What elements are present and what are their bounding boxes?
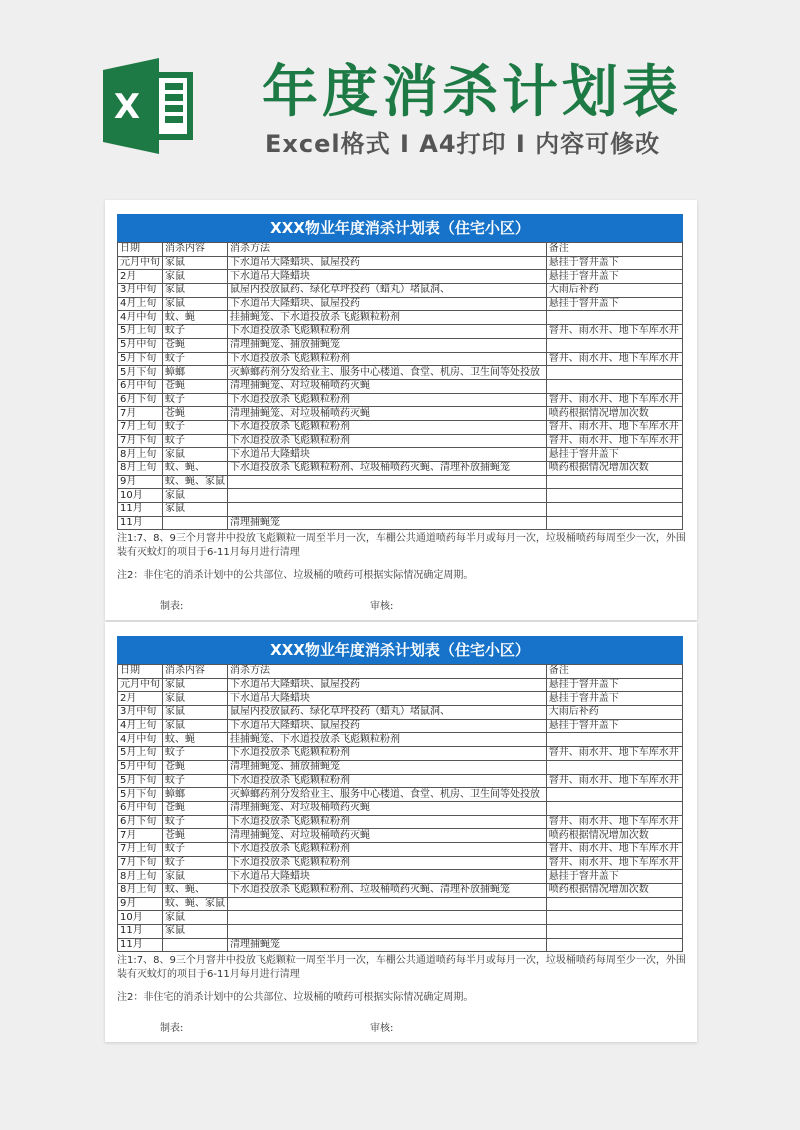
table-cell [546, 801, 682, 815]
note-2: 注2：非住宅的消杀计划中的公共部位、垃圾桶的喷药可根据实际情况确定周期。 [117, 570, 474, 581]
table-cell: 大雨后补药 [546, 706, 682, 720]
table-cell: 下水道投放杀飞彪颗粒粉剂、垃圾桶喷药灭蝇、清理补放捕蝇笼 [228, 462, 547, 476]
table-cell: 蚊、蝇、家鼠 [163, 475, 228, 489]
table-cell: 窨井、雨水井、地下车库水井 [546, 420, 682, 434]
table-cell [546, 925, 682, 939]
column-header: 日期 [118, 665, 163, 679]
table-cell: 清理捕蝇笼 [228, 516, 547, 530]
table-cell [546, 311, 682, 325]
table-cell: 9月 [118, 897, 163, 911]
table-cell: 悬挂于窨井盖下 [546, 870, 682, 884]
table-row [118, 489, 683, 503]
table-cell: 苍蝇 [163, 760, 228, 774]
table-cell: 家鼠 [163, 489, 228, 503]
table-cell: 5月下旬 [118, 774, 163, 788]
table-cell: 8月上旬 [118, 462, 163, 476]
table-cell: 清理捕蝇笼、对垃圾桶喷药灭蝇 [228, 407, 547, 421]
table-cell: 挂捕蝇笼、下水道投放杀飞彪颗粒粉剂 [228, 733, 547, 747]
table-row [118, 516, 683, 530]
table-row [118, 407, 683, 421]
table-cell: 苍蝇 [163, 407, 228, 421]
table-row [118, 393, 683, 407]
table-cell: 蚊、蝇、家鼠 [163, 897, 228, 911]
table-cell: 苍蝇 [163, 829, 228, 843]
table-cell: 苍蝇 [163, 801, 228, 815]
table-row [118, 829, 683, 843]
table-cell: 11月 [118, 503, 163, 517]
table-cell: 蚊、蝇 [163, 733, 228, 747]
table-cell: 元月中旬 [118, 678, 163, 692]
table-cell: 7月上旬 [118, 420, 163, 434]
note-1: 注1:7、8、9三个月窨井中投放飞彪颗粒一周至半月一次，车棚公共通道喷药每半月或每月一次，垃圾桶喷药每周至少一次，外围装有灭蚊灯的项目于6-11月每月进行清理 [117, 533, 686, 558]
table-cell: 清理捕蝇笼、捕放捕蝇笼 [228, 338, 547, 352]
table-row [118, 462, 683, 476]
table-row [118, 475, 683, 489]
table-row [118, 692, 683, 706]
table-cell: 喷药根据情况增加次数 [546, 884, 682, 898]
table-cell: 蟑螂 [163, 366, 228, 380]
table-cell: 11月 [118, 938, 163, 952]
table-cell: 蚊、蝇、 [163, 884, 228, 898]
table-cell: 窨井、雨水井、地下车库水井 [546, 747, 682, 761]
table-cell [546, 503, 682, 517]
table-cell: 7月下旬 [118, 856, 163, 870]
table-cell [228, 475, 547, 489]
sheet-preview-2 [105, 622, 697, 1042]
table-cell [228, 911, 547, 925]
table-cell: 6月下旬 [118, 815, 163, 829]
column-header: 日期 [118, 243, 163, 257]
table-cell: 下水道吊大隆蜡块 [228, 270, 547, 284]
column-header: 备注 [546, 665, 682, 679]
table-cell: 下水道吊大隆蜡块 [228, 870, 547, 884]
table-cell: 元月中旬 [118, 256, 163, 270]
table-cell: 窨井、雨水井、地下车库水井 [546, 325, 682, 339]
table-cell [546, 379, 682, 393]
column-header: 消杀方法 [228, 665, 547, 679]
table-cell: 8月上旬 [118, 870, 163, 884]
column-header: 消杀内容 [163, 665, 228, 679]
table-cell [546, 760, 682, 774]
table-cell: 11月 [118, 925, 163, 939]
table-cell [228, 489, 547, 503]
table-row [118, 338, 683, 352]
table-cell: 家鼠 [163, 270, 228, 284]
table-cell: 9月 [118, 475, 163, 489]
table-row [118, 925, 683, 939]
table-row [118, 297, 683, 311]
table-cell: 蚊、蝇、 [163, 462, 228, 476]
table-cell: 4月上旬 [118, 297, 163, 311]
table-cell: 7月 [118, 407, 163, 421]
table-row [118, 352, 683, 366]
table-cell: 下水道投放杀飞彪颗粒粉剂 [228, 325, 547, 339]
table-row [118, 760, 683, 774]
table-cell: 下水道投放杀飞彪颗粒粉剂 [228, 747, 547, 761]
table-row [118, 503, 683, 517]
table-row [118, 733, 683, 747]
table-row [118, 366, 683, 380]
excel-logo-icon [103, 58, 195, 154]
table-cell: 10月 [118, 911, 163, 925]
table-cell: 家鼠 [163, 284, 228, 298]
table-row [118, 801, 683, 815]
table-cell: 4月上旬 [118, 719, 163, 733]
table-cell: 蚊子 [163, 434, 228, 448]
table-row [118, 856, 683, 870]
table-cell: 3月中旬 [118, 284, 163, 298]
table-row [118, 870, 683, 884]
table-cell: 窨井、雨水井、地下车库水井 [546, 842, 682, 856]
table-cell: 蚊子 [163, 393, 228, 407]
table-cell: 3月中旬 [118, 706, 163, 720]
table-cell: 7月上旬 [118, 842, 163, 856]
table-cell: 蚊子 [163, 352, 228, 366]
table-cell: 窨井、雨水井、地下车库水井 [546, 434, 682, 448]
table-row [118, 379, 683, 393]
table-row [118, 325, 683, 339]
table-cell: 10月 [118, 489, 163, 503]
table-cell: 6月下旬 [118, 393, 163, 407]
table-cell: 5月下旬 [118, 788, 163, 802]
table-cell: 悬挂于窨井盖下 [546, 692, 682, 706]
table-row [118, 884, 683, 898]
table-row [118, 448, 683, 462]
table-cell: 苍蝇 [163, 379, 228, 393]
table-cell [546, 475, 682, 489]
table-cell: 5月下旬 [118, 352, 163, 366]
table-row [118, 788, 683, 802]
table-cell: 苍蝇 [163, 338, 228, 352]
table-cell: 蚊子 [163, 325, 228, 339]
table-cell: 家鼠 [163, 297, 228, 311]
plan-table [117, 636, 683, 952]
table-cell: 5月下旬 [118, 366, 163, 380]
table-cell: 11月 [118, 516, 163, 530]
table-cell: 窨井、雨水井、地下车库水井 [546, 352, 682, 366]
table-row [118, 747, 683, 761]
table-cell: 8月上旬 [118, 884, 163, 898]
table-cell [228, 503, 547, 517]
table-cell [546, 338, 682, 352]
table-cell: 家鼠 [163, 706, 228, 720]
table-cell [546, 788, 682, 802]
table-cell: 悬挂于窨井盖下 [546, 256, 682, 270]
table-cell: 窨井、雨水井、地下车库水井 [546, 393, 682, 407]
table-row [118, 842, 683, 856]
table-cell: 悬挂于窨井盖下 [546, 448, 682, 462]
table-header-row [118, 243, 683, 257]
table-cell: 下水道吊大隆蜡块、鼠屋投药 [228, 678, 547, 692]
table-row [118, 284, 683, 298]
table-cell: 蚊子 [163, 815, 228, 829]
table-cell: 7月下旬 [118, 434, 163, 448]
table-cell: 蟑螂 [163, 788, 228, 802]
table-cell: 下水道投放杀飞彪颗粒粉剂 [228, 856, 547, 870]
table-cell: 家鼠 [163, 692, 228, 706]
table-cell: 灭蟑螂药剂分发给业主、服务中心楼道、食堂、机房、卫生间等处投放 [228, 788, 547, 802]
table-row [118, 270, 683, 284]
table-cell: 喷药根据情况增加次数 [546, 407, 682, 421]
table-cell [546, 911, 682, 925]
table-cell: 2月 [118, 270, 163, 284]
column-header: 备注 [546, 243, 682, 257]
table-cell: 家鼠 [163, 911, 228, 925]
table-cell: 6月中旬 [118, 801, 163, 815]
table-cell [546, 897, 682, 911]
table-cell: 鼠屋内投放鼠药、绿化草坪投药（蜡丸）堵鼠洞、 [228, 706, 547, 720]
table-cell: 下水道投放杀飞彪颗粒粉剂 [228, 434, 547, 448]
plan-table [117, 214, 683, 530]
table-cell: 窨井、雨水井、地下车库水井 [546, 856, 682, 870]
table-cell: 蚊子 [163, 842, 228, 856]
maker-label: 制表: [160, 1023, 184, 1034]
table-cell: 下水道吊大隆蜡块、鼠屋投药 [228, 256, 547, 270]
table-cell [228, 897, 547, 911]
table-cell: 2月 [118, 692, 163, 706]
table-cell: 下水道投放杀飞彪颗粒粉剂、垃圾桶喷药灭蝇、清理补放捕蝇笼 [228, 884, 547, 898]
svg-text:X: X [113, 87, 141, 127]
table-cell: 4月中旬 [118, 311, 163, 325]
table-cell: 下水道投放杀飞彪颗粒粉剂 [228, 842, 547, 856]
table-cell: 4月中旬 [118, 733, 163, 747]
table-cell: 蚊、蝇 [163, 311, 228, 325]
table-cell: 家鼠 [163, 678, 228, 692]
table-cell: 蚊子 [163, 420, 228, 434]
table-cell: 家鼠 [163, 925, 228, 939]
reviewer-label: 审核: [370, 1023, 394, 1034]
table-cell: 家鼠 [163, 256, 228, 270]
table-cell: 家鼠 [163, 448, 228, 462]
sheet-preview-1 [105, 200, 697, 620]
table-row [118, 706, 683, 720]
table-header-row [118, 665, 683, 679]
table-row [118, 678, 683, 692]
page-title: 年度消杀计划表 [262, 60, 682, 125]
table-cell: 家鼠 [163, 719, 228, 733]
table-cell: 清理捕蝇笼、对垃圾桶喷药灭蝇 [228, 379, 547, 393]
table-cell: 下水道吊大隆蜡块 [228, 448, 547, 462]
column-header: 消杀方法 [228, 243, 547, 257]
table-cell: 悬挂于窨井盖下 [546, 678, 682, 692]
table-cell: 蚊子 [163, 856, 228, 870]
table-cell: 下水道投放杀飞彪颗粒粉剂 [228, 420, 547, 434]
table-cell: 蚊子 [163, 774, 228, 788]
table-cell [546, 489, 682, 503]
table-cell: 清理捕蝇笼 [228, 938, 547, 952]
table-cell [163, 938, 228, 952]
table-cell: 下水道吊大隆蜡块 [228, 692, 547, 706]
table-row [118, 719, 683, 733]
table-title: XXX物业年度消杀计划表（住宅小区） [117, 636, 683, 664]
page-subtitle: Excel格式 I A4打印 I 内容可修改 [265, 130, 661, 158]
table-cell: 5月中旬 [118, 338, 163, 352]
note-2: 注2：非住宅的消杀计划中的公共部位、垃圾桶的喷药可根据实际情况确定周期。 [117, 992, 474, 1003]
table-row [118, 434, 683, 448]
note-1: 注1:7、8、9三个月窨井中投放飞彪颗粒一周至半月一次，车棚公共通道喷药每半月或每月一次，垃圾桶喷药每周至少一次，外围装有灭蚊灯的项目于6-11月每月进行清理 [117, 955, 686, 980]
table-cell: 窨井、雨水井、地下车库水井 [546, 815, 682, 829]
table-cell: 5月中旬 [118, 760, 163, 774]
table-cell: 悬挂于窨井盖下 [546, 297, 682, 311]
table-cell: 下水道吊大隆蜡块、鼠屋投药 [228, 719, 547, 733]
table-cell [546, 516, 682, 530]
table-cell: 灭蟑螂药剂分发给业主、服务中心楼道、食堂、机房、卫生间等处投放 [228, 366, 547, 380]
table-row [118, 911, 683, 925]
table-cell: 喷药根据情况增加次数 [546, 829, 682, 843]
table-cell [546, 938, 682, 952]
table-cell: 悬挂于窨井盖下 [546, 719, 682, 733]
table-cell: 6月中旬 [118, 379, 163, 393]
table-row [118, 815, 683, 829]
table-cell [163, 516, 228, 530]
table-cell: 家鼠 [163, 870, 228, 884]
table-title: XXX物业年度消杀计划表（住宅小区） [117, 214, 683, 242]
maker-label: 制表: [160, 601, 184, 612]
reviewer-label: 审核: [370, 601, 394, 612]
table-cell [546, 366, 682, 380]
table-row [118, 311, 683, 325]
table-cell: 7月 [118, 829, 163, 843]
table-cell: 窨井、雨水井、地下车库水井 [546, 774, 682, 788]
table-cell [546, 733, 682, 747]
table-row [118, 256, 683, 270]
table-cell: 挂捕蝇笼、下水道投放杀飞彪颗粒粉剂 [228, 311, 547, 325]
table-cell: 下水道吊大隆蜡块、鼠屋投药 [228, 297, 547, 311]
table-cell: 下水道投放杀飞彪颗粒粉剂 [228, 815, 547, 829]
table-row [118, 774, 683, 788]
table-cell: 蚊子 [163, 747, 228, 761]
column-header: 消杀内容 [163, 243, 228, 257]
table-cell: 清理捕蝇笼、对垃圾桶喷药灭蝇 [228, 801, 547, 815]
table-cell: 鼠屋内投放鼠药、绿化草坪投药（蜡丸）堵鼠洞、 [228, 284, 547, 298]
table-cell: 5月上旬 [118, 325, 163, 339]
table-cell [228, 925, 547, 939]
table-cell: 喷药根据情况增加次数 [546, 462, 682, 476]
table-row [118, 420, 683, 434]
table-cell: 清理捕蝇笼、对垃圾桶喷药灭蝇 [228, 829, 547, 843]
table-cell: 清理捕蝇笼、捕放捕蝇笼 [228, 760, 547, 774]
table-cell: 8月上旬 [118, 448, 163, 462]
table-cell: 下水道投放杀飞彪颗粒粉剂 [228, 774, 547, 788]
table-row [118, 938, 683, 952]
table-cell: 下水道投放杀飞彪颗粒粉剂 [228, 352, 547, 366]
table-cell: 下水道投放杀飞彪颗粒粉剂 [228, 393, 547, 407]
table-row [118, 897, 683, 911]
table-cell: 悬挂于窨井盖下 [546, 270, 682, 284]
table-cell: 5月上旬 [118, 747, 163, 761]
table-cell: 家鼠 [163, 503, 228, 517]
table-cell: 大雨后补药 [546, 284, 682, 298]
